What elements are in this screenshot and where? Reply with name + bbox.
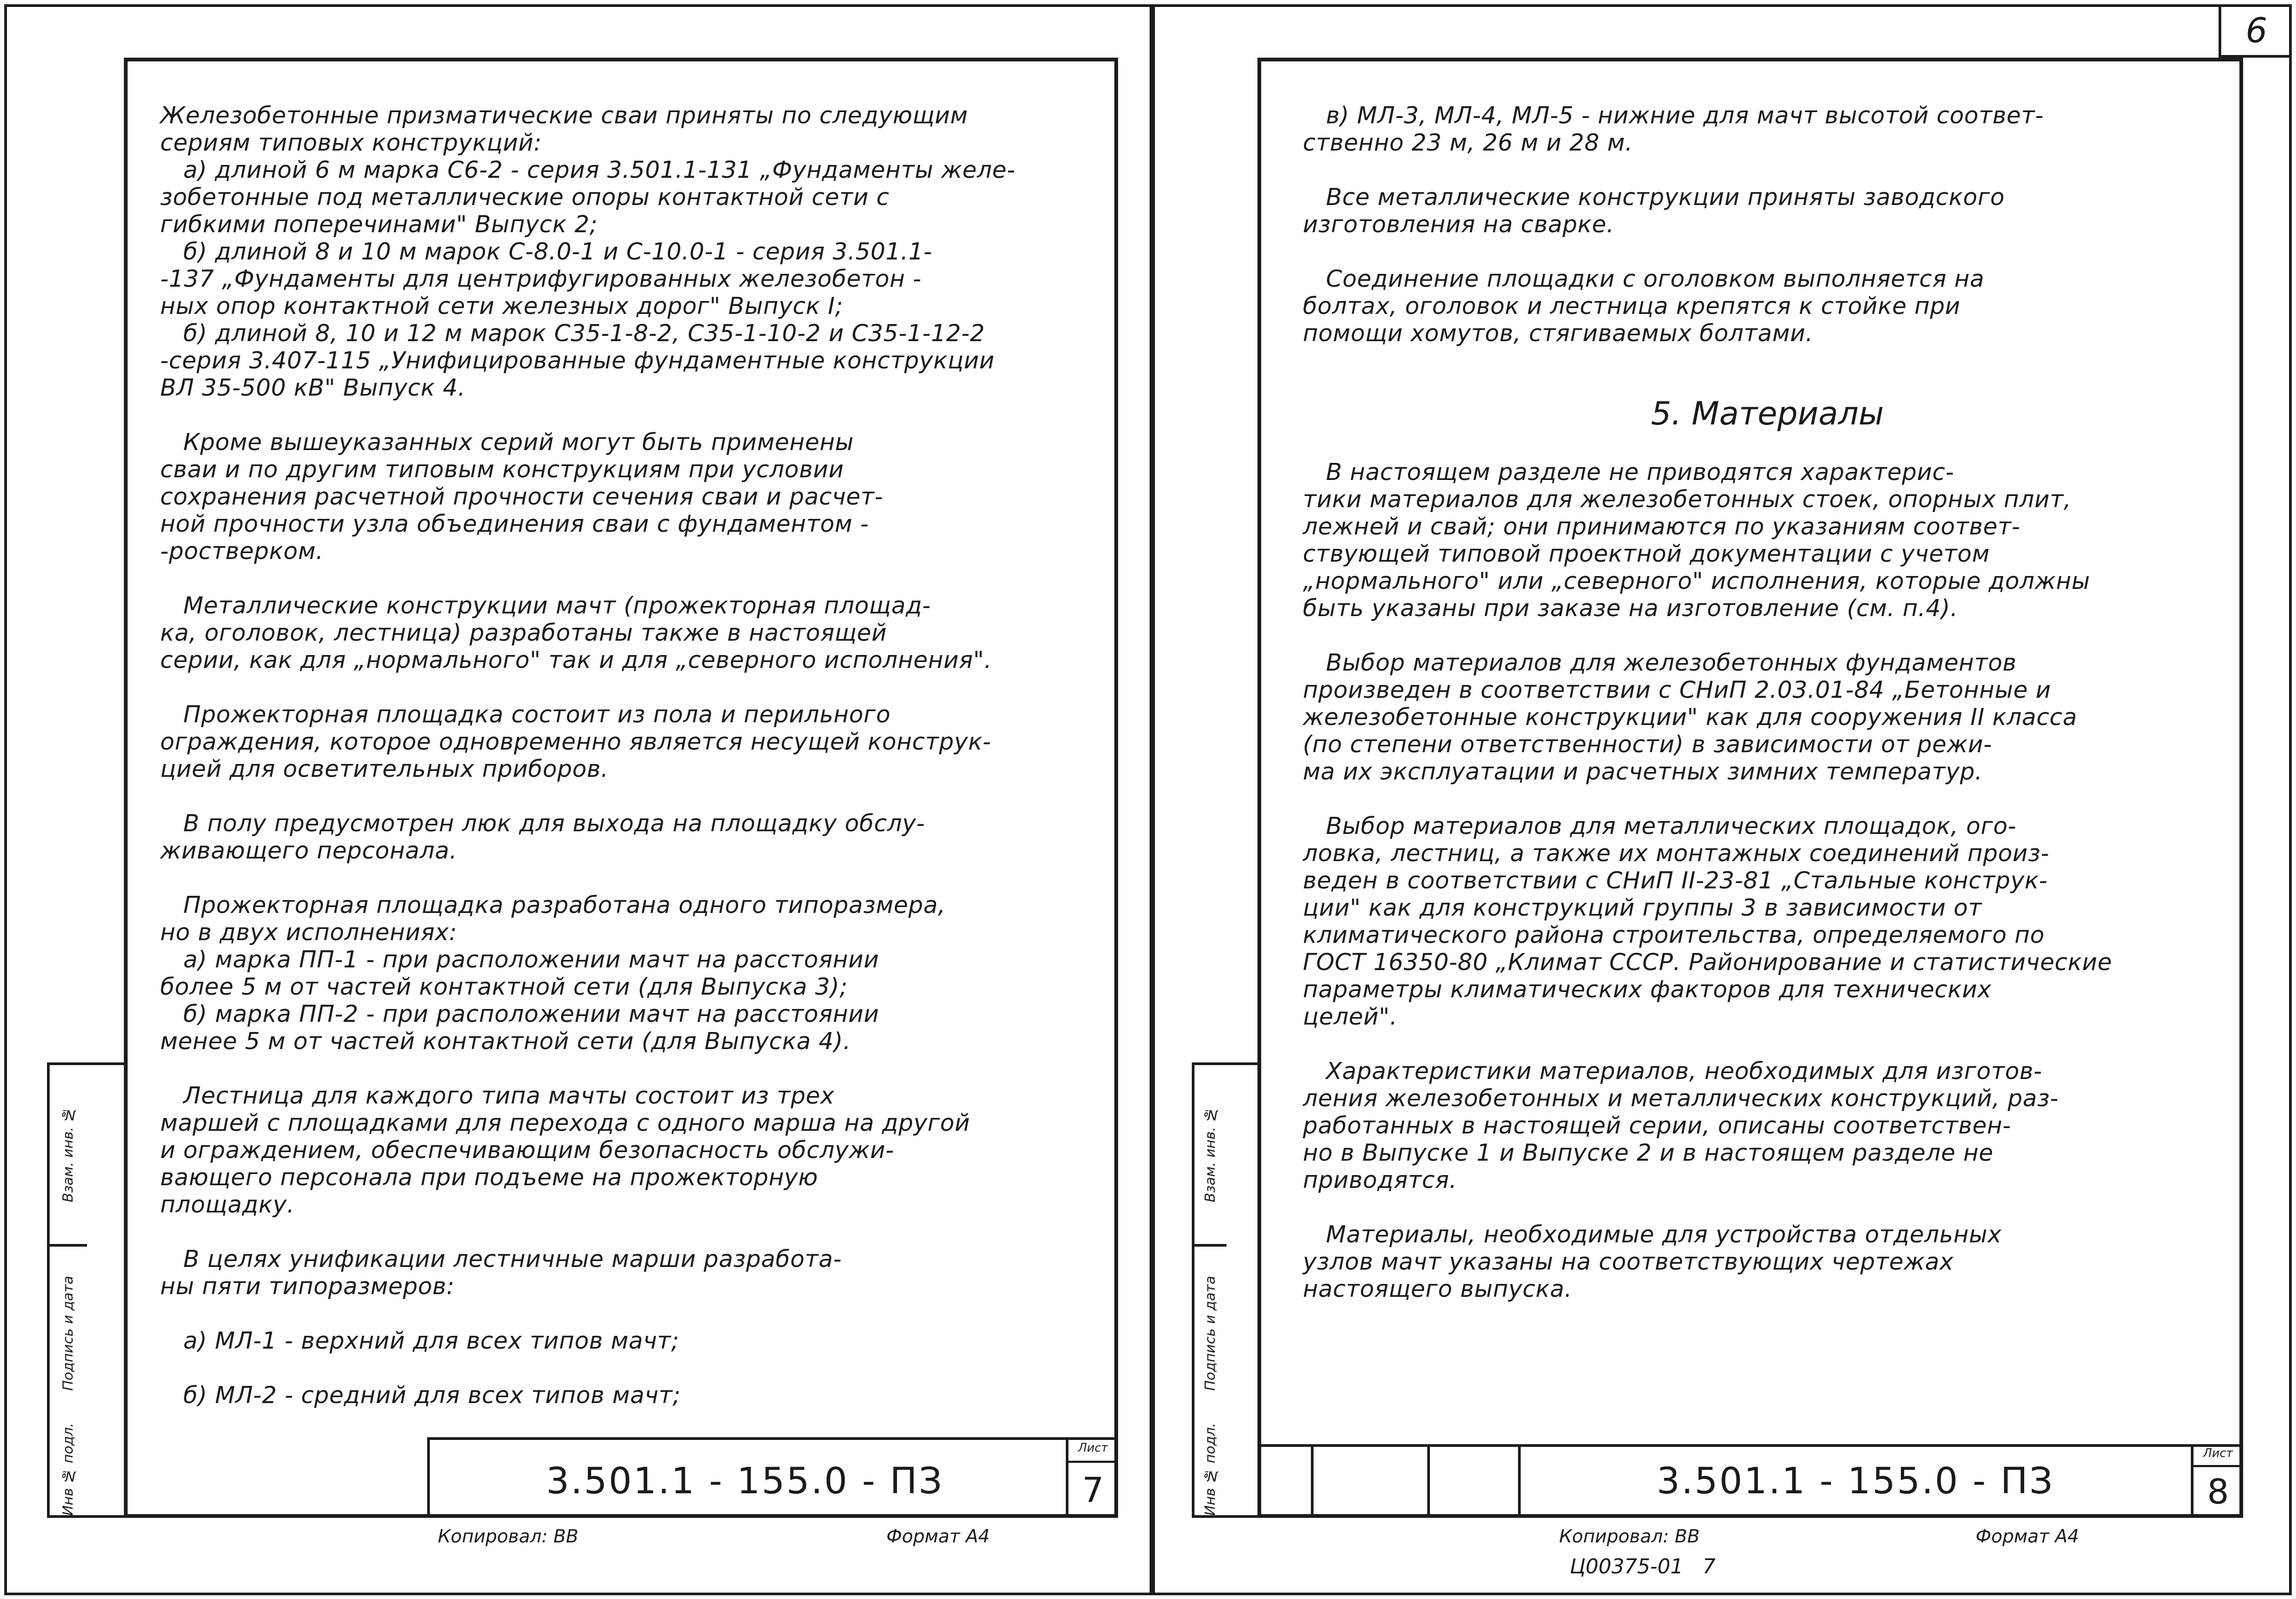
left-paragraph-8: В целях унификации лестничные марши разработа- ны пяти типоразмеров:	[160, 1246, 842, 1300]
right-title-block-cell-2	[1314, 1444, 1430, 1518]
left-paragraph-6: Прожекторная площадка разработана одного типоразмера, но в двух исполнениях: а) марка ПП-1 - при расположении мачт на расстоянии более 5 м от частей контактной сети (для Выпуска 3); б) марка ПП-2 - при расположении мачт на расстоянии менее 5 м от частей контактной сети (для Выпуска 4).	[160, 892, 946, 1055]
section-heading: 5. Материалы	[1650, 395, 1884, 432]
left-stamp-replace-label: Взам. инв. №	[47, 1062, 87, 1244]
left-paragraph-10: б) МЛ-2 - средний для всех типов мачт;	[160, 1382, 681, 1409]
right-sheet-body-bottom	[1303, 459, 2232, 1303]
right-title-block-cell-1	[1257, 1444, 1314, 1518]
left-paragraph-9: а) МЛ-1 - верхний для всех типов мачт;	[160, 1328, 680, 1354]
left-format: Формат А4	[886, 1526, 990, 1547]
right-paragraph-5: Выбор материалов для железобетонных фундаментов произведен в соответствии с СНиП 2.03.01-84 „Бетонные и железобетонные конструкции" как для сооружения II класса (по степени ответственности) в зависимости от режи- ма их эксплуатации и расчетных зимних температур.	[1303, 650, 2078, 785]
left-paragraph-2: Кроме вышеуказанных серий могут быть применены сваи и по другим типовым конструкциям при условии сохранения расчетной прочности сечения сваи и расчет- ной прочности узла объединения сваи с фундаментом - -ростверком.	[160, 429, 884, 565]
left-sheet-body	[160, 103, 1100, 1409]
left-paragraph-5: В полу предусмотрен люк для выхода на площадку обслу- живающего персонала.	[160, 810, 925, 864]
right-sheet-number: 8	[2207, 1472, 2229, 1512]
left-stamp-inv-label: Инв № подл.	[47, 1420, 87, 1518]
left-sheet-label: Лист	[1068, 1442, 1118, 1463]
right-paragraph-2: Все металлические конструкции приняты заводского изготовления на сварке.	[1303, 184, 2005, 238]
left-paragraph-3: Металлические конструкции мачт (прожекторная площад- ка, оголовок, лестница) разработаны также в настоящей серии, как для „нормального" так и для „северного исполнения".	[160, 593, 992, 674]
left-designation: 3.501.1 - 155.0 - ПЗ	[546, 1460, 944, 1502]
right-sheet-body-top	[1303, 103, 2232, 401]
right-title-block-cell-3	[1430, 1444, 1521, 1518]
right-paragraph-1: в) МЛ-3, МЛ-4, МЛ-5 - нижние для мачт высотой соответ- ственно 23 м, 26 м и 28 м.	[1303, 103, 2044, 156]
page-number: 6	[2219, 4, 2292, 58]
left-paragraph-4: Прожекторная площадка состоит из пола и перильного ограждения, которое одновременно является несущей конструк- цией для осветительных приборов.	[160, 702, 992, 783]
left-sheet-number: 7	[1082, 1471, 1104, 1510]
left-copied-by: Копировал: ВВ	[438, 1526, 579, 1547]
right-stamp-replace-label: Взам. инв. №	[1192, 1062, 1226, 1244]
right-stamp-inv-label: Инв № подл.	[1192, 1420, 1226, 1518]
right-paragraph-8: Материалы, необходимые для устройства отдельных узлов мачт указаны на соответствующих чертежах настоящего выпуска.	[1303, 1222, 2002, 1303]
left-stamp-sign-label: Подпись и дата	[47, 1244, 87, 1420]
right-format: Формат А4	[1976, 1526, 2079, 1547]
right-paragraph-7: Характеристики материалов, необходимых для изготов- ления железобетонных и металлических конструкций, раз- работанных в настоящей серии, описаны соответствен- но в Выпуске 1 и Выпуске 2 и в настоящем разделе не приводятся.	[1303, 1058, 2059, 1194]
right-paragraph-3: Соединение площадки с оголовком выполняется на болтах, оголовок и лестница крепятся к стойке при помощи хомутов, стягиваемых болтами.	[1303, 266, 1985, 347]
right-sheet-label: Лист	[2193, 1447, 2243, 1467]
right-handwritten-note: Ц00375-01 7	[1570, 1555, 1716, 1578]
right-paragraph-4: В настоящем разделе не приводятся характерис- тики материалов для железобетонных стоек, опорных плит, лежней и свай; они принимаются по указаниям соответ- ствующей типовой проектной документации с учетом „нормального" или „северного" исполнения, которые должны быть указаны при заказе на изготовление (см. п.4).	[1303, 459, 2090, 622]
right-copied-by: Копировал: ВВ	[1559, 1526, 1700, 1547]
right-paragraph-6: Выбор материалов для металлических площадок, ого- ловка, лестниц, а также их монтажных соединений произ- веден в соответствии с СНиП II-23-81 „Стальные конструк- ции" как для конструкций группы 3 в зависимости от климатического района строительства, определяемого по ГОСТ 16350-80 „Климат СССР. Районирование и статистические параметры климатических факторов для технических целей".	[1303, 813, 2112, 1030]
right-designation: 3.501.1 - 155.0 - ПЗ	[1656, 1460, 2055, 1502]
right-stamp-sign-label: Подпись и дата	[1192, 1244, 1226, 1420]
left-paragraph-1: Железобетонные призматические сваи приняты по следующим сериям типовых конструкций: а) длиной 6 м марка С6-2 - серия 3.501.1-131 „Фундаменты желе- зобетонные под металлические опоры контактной сети с гибкими поперечинами" Выпуск 2; б) длиной 8 и 10 м марок С-8.0-1 и С-10.0-1 - серия 3.501.1- -137 „Фундаменты для центрифугированных железобетон - ных опор контактной сети железных дорог" Выпуск I; б) длиной 8, 10 и 12 м марок С35-1-8-2, С35-1-10-2 и С35-1-12-2 -серия 3.407-115 „Унифицированные фундаментные конструкции ВЛ 35-500 кВ" Выпуск 4.	[160, 103, 1016, 401]
left-paragraph-7: Лестница для каждого типа мачты состоит из трех маршей с площадками для перехода с одного марша на другой и ограждением, обеспечивающим безопасность обслужи- вающего персонала при подъеме на прожекторную площадку.	[160, 1083, 970, 1218]
